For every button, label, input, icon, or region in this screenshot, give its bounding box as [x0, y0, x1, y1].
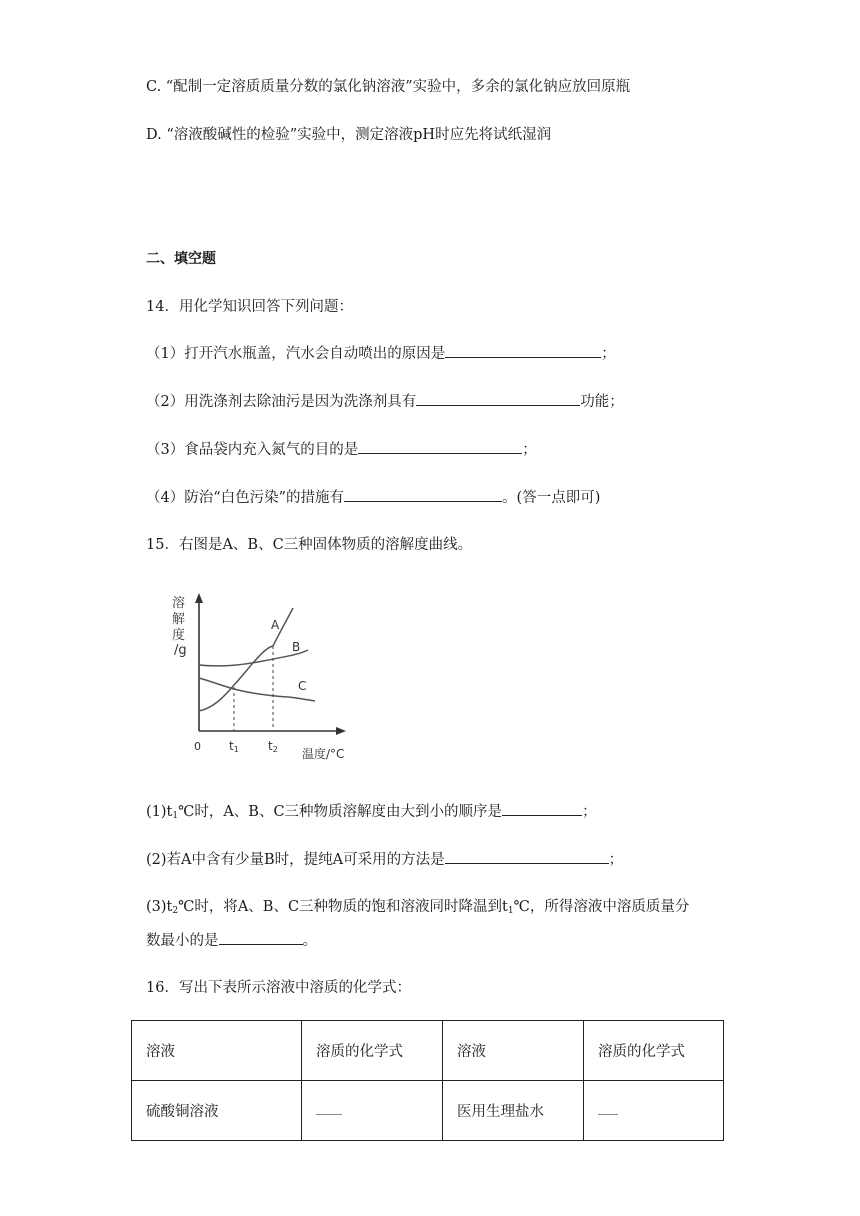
q14-p2-punct: 功能；	[580, 394, 624, 410]
q14-p3-answer-blank[interactable]	[358, 438, 522, 454]
q15-part3	[146, 896, 689, 922]
q14-p2-prompt: （2）用洗涤剂去除油污是因为洗涤剂具有	[146, 394, 417, 410]
q14-p4-punct: 。(答一点即可)	[502, 490, 601, 506]
q15-p3-punct: 。	[302, 933, 317, 949]
cell-formula-2[interactable]	[584, 1081, 724, 1141]
q15-p1-punct: ；	[582, 804, 597, 820]
q15-part3-continued	[146, 929, 317, 952]
q14-p4-answer-blank[interactable]	[344, 486, 502, 502]
q14-p1-answer-blank[interactable]	[445, 342, 601, 358]
q14-part3	[146, 438, 537, 461]
cell-copper-sulfate: 硫酸铜溶液	[132, 1081, 302, 1141]
q14-p3-punct: ；	[522, 442, 537, 458]
table-header-row	[132, 1021, 724, 1081]
header-cell-formula-1: 溶质的化学式	[302, 1021, 443, 1081]
t2-subscript: 2	[272, 745, 278, 754]
t2-letter: t	[268, 739, 273, 753]
y-label-char-3: 度	[172, 628, 186, 643]
q15-p3-prompt-a: ℃时，将A、B、C三种物质的饱和溶液同时降温到t	[178, 899, 508, 915]
section-title	[146, 248, 216, 270]
label-c: C	[298, 679, 307, 693]
q15-p2-prompt: (2)若A中含有少量B时，提纯A可采用的方法是	[146, 852, 445, 868]
t2-tick-label	[268, 739, 278, 754]
q14-part2	[146, 390, 624, 413]
q14-p2-answer-blank[interactable]	[416, 390, 580, 406]
q15-p1-prefix: (1)t	[146, 804, 173, 820]
q15-p1-prompt: ℃时，A、B、C三种物质溶解度由大到小的顺序是	[178, 804, 503, 820]
cell-saline: 医用生理盐水	[443, 1081, 584, 1141]
t1-tick-label	[229, 739, 239, 754]
q15-p3-subscript-1: 2	[172, 906, 179, 916]
q15-p3-answer-blank[interactable]	[219, 929, 303, 945]
y-axis-arrow	[195, 593, 203, 603]
y-label-char-2: 解	[172, 612, 186, 627]
q14-stem	[146, 296, 353, 318]
y-label-char-4: /g	[174, 643, 187, 658]
q16-stem	[146, 977, 411, 999]
label-b: B	[292, 640, 301, 654]
t1-subscript: 1	[233, 745, 239, 754]
q14-p1-punct: ；	[601, 346, 616, 362]
y-label-char-1: 溶	[172, 596, 186, 611]
x-axis-label: 温度/°C	[302, 747, 345, 761]
formula-2-blank[interactable]	[598, 1102, 618, 1115]
cell-formula-1[interactable]	[302, 1081, 443, 1141]
q15-p3-prompt-b: ℃，所得溶液中溶质质量分	[513, 899, 690, 915]
solute-formula-table	[131, 1020, 724, 1141]
choice-c-text: C. “配制一定溶质质量分数的氯化钠溶液”实验中，多余的氯化钠应放回原瓶	[146, 79, 631, 95]
q15-p3-prefix: (3)t	[146, 899, 173, 915]
q14-p3-prompt: （3）食品袋内充入氮气的目的是	[146, 442, 359, 458]
q15-stem	[146, 534, 472, 556]
header-cell-formula-2: 溶质的化学式	[584, 1021, 724, 1081]
q15-stem-text: 15．右图是A、B、C三种固体物质的溶解度曲线。	[146, 537, 473, 553]
q15-p1-subscript: 1	[172, 811, 179, 821]
x-axis-arrow	[336, 727, 346, 735]
q14-p4-prompt: （4）防治“白色污染”的措施有	[146, 490, 345, 506]
label-a: A	[271, 618, 280, 632]
origin-label: 0	[194, 740, 201, 753]
header-cell-solution-2: 溶液	[443, 1021, 584, 1081]
q15-p3-subscript-2: 1	[507, 906, 514, 916]
header-cell-solution-1: 溶液	[132, 1021, 302, 1081]
choice-c	[146, 76, 630, 98]
q14-part1	[146, 342, 616, 365]
q15-p2-answer-blank[interactable]	[445, 848, 609, 864]
q15-p2-punct: ；	[608, 852, 624, 868]
choice-d	[146, 124, 551, 146]
table-row	[132, 1081, 724, 1141]
q15-part2	[146, 848, 623, 871]
q14-p1-prompt: （1）打开汽水瓶盖，汽水会自动喷出的原因是	[146, 346, 446, 362]
q15-p1-answer-blank[interactable]	[502, 800, 582, 816]
choice-d-text: D. “溶液酸碱性的检验”实验中，测定溶液pH时应先将试纸湿润	[146, 127, 552, 143]
section-title-text: 二、填空题	[146, 251, 216, 267]
q15-p3-prompt-c: 数最小的是	[146, 933, 219, 949]
q14-stem-text: 14．用化学知识回答下列问题：	[146, 299, 353, 315]
t1-letter: t	[229, 739, 234, 753]
solubility-chart	[168, 588, 398, 768]
q16-stem-text: 16．写出下表所示溶液中溶质的化学式：	[146, 980, 411, 996]
q14-part4	[146, 486, 600, 509]
q15-part1	[146, 800, 597, 827]
formula-1-blank[interactable]	[316, 1102, 342, 1115]
y-axis-label	[172, 595, 187, 658]
